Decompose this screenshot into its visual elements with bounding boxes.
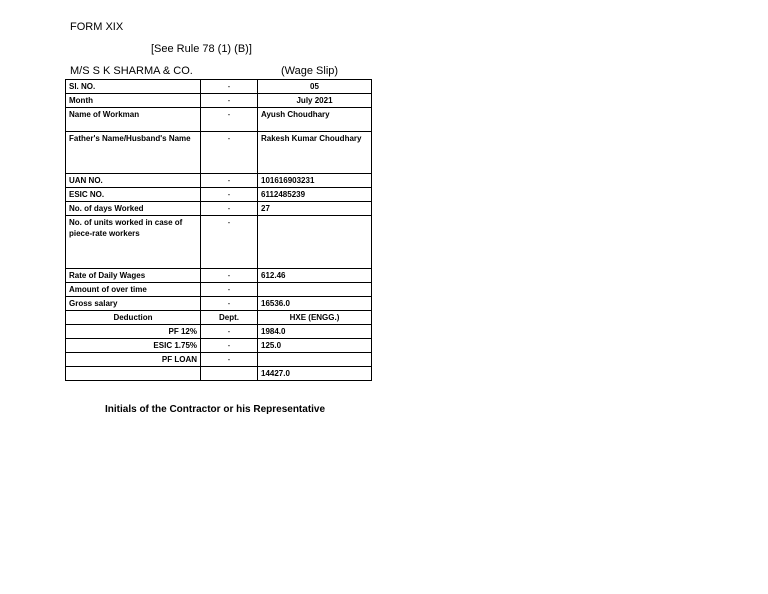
row-value: Ayush Choudhary [258,108,372,132]
row-label: No. of days Worked [66,202,201,216]
row-separator: - [201,174,258,188]
row-separator: - [201,202,258,216]
table-row [66,297,372,311]
table-row [66,80,372,94]
row-separator: - [201,283,258,297]
row-label: Father's Name/Husband's Name [66,132,201,174]
row-separator: - [201,188,258,202]
row-separator: - [201,325,258,339]
row-value [258,283,372,297]
row-value: 16536.0 [258,297,372,311]
table-row [66,353,372,367]
deduction-label: ESIC 1.75% [66,339,201,353]
company-name: M/S S K SHARMA & CO. [70,65,193,77]
row-label: No. of units worked in case of piece-rate workers [66,216,201,269]
table-row [66,94,372,108]
row-label: Month [66,94,201,108]
row-label: Rate of Daily Wages [66,269,201,283]
deduction-header-label: Deduction [66,311,201,325]
row-separator: - [201,80,258,94]
row-value: 05 [258,80,372,94]
dept-value: HXE (ENGG.) [258,311,372,325]
table-row [66,269,372,283]
wage-slip-title: (Wage Slip) [281,65,339,77]
row-separator: - [201,108,258,132]
row-separator: - [201,216,258,269]
table-row [66,325,372,339]
row-value: July 2021 [258,94,372,108]
row-value [258,216,372,269]
row-value: Rakesh Kumar Choudhary [258,132,372,174]
form-title: FORM XIX [70,21,124,33]
rule-reference: [See Rule 78 (1) (B)] [151,43,252,55]
table-row [66,283,372,297]
table-row [66,188,372,202]
row-label: Name of Workman [66,108,201,132]
net-label [66,367,201,381]
deduction-value: 1984.0 [258,325,372,339]
row-label: ESIC NO. [66,188,201,202]
deduction-value: 125.0 [258,339,372,353]
row-separator: - [201,132,258,174]
deduction-header-row [66,311,372,325]
table-row [66,339,372,353]
deduction-value [258,353,372,367]
net-value: 14427.0 [258,367,372,381]
row-label: UAN NO. [66,174,201,188]
table-row [66,132,372,174]
row-value: 101616903231 [258,174,372,188]
row-value: 612.46 [258,269,372,283]
row-label: Gross salary [66,297,201,311]
row-separator: - [201,297,258,311]
table-row [66,216,372,269]
dept-header: Dept. [201,311,258,325]
table-row [66,108,372,132]
row-separator: - [201,339,258,353]
row-value: 27 [258,202,372,216]
row-value: 6112485239 [258,188,372,202]
row-separator [201,367,258,381]
deduction-label: PF LOAN [66,353,201,367]
table-row [66,174,372,188]
wage-slip-table [65,79,372,381]
contractor-initials-label: Initials of the Contractor or his Representative [105,404,326,415]
row-separator: - [201,94,258,108]
table-row [66,202,372,216]
deduction-label: PF 12% [66,325,201,339]
row-label: Sl. NO. [66,80,201,94]
row-separator: - [201,353,258,367]
net-total-row [66,367,372,381]
row-label: Amount of over time [66,283,201,297]
row-separator: - [201,269,258,283]
